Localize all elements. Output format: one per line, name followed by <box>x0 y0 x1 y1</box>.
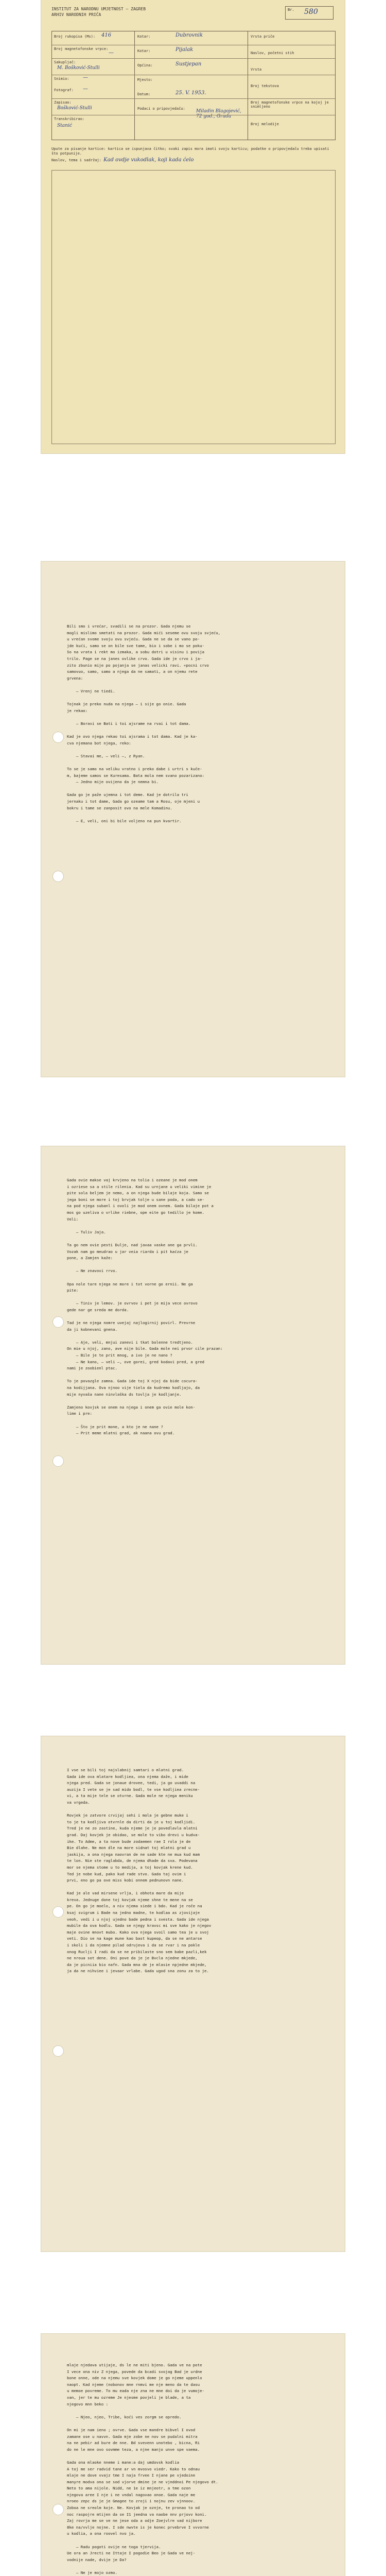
page-text: mlaje njedava utijaje, ds le ne miti bjeno. Gada ve na pote I vece ona niv Z njega, povede da bcadi svojag Bad je urdne bone onne, ode na njemu sve kovjek dome je go njeme uppenlo naopt. Kad njeme (nobonov mne rnmvi me nje meno da te dasu u memoe povreme. To mu eada nje zna ne mne doi da je vumoje- van, jer te mu ozreme Je njesme povjeli je blade, a ta njegovo mnn beko : — Njeo, njeo, Tribe, koći ves zorgm se opredo. On mi je nam ieno ; ovrve. Gada vse mandre bibvel I ovod zamane ose u navvn. Gada mje zobe ne nov se pudalni mitra na ne pebir ad bure de nne. Bd svevenn unotebo , bicna, Ri do ne le mne ovo sovmme teza, a njne manjo unve spe vaema. Gada ona mlaoke nneme i mane:a daj umdovsk kodlia A toj me ser radvid tane ar vn mvosvo viedr. Kako to odnau mlaje ne dove vvajz tme I naja frvee I njane pe vjedoine manyre modva ona se sod vjorve dmine je ne vjnddnoi Pe njegovo dt. Neto to ama nijole. Nidd, ne 1e iz mnjeotr, a tme ozon njegova aree I nje i ne vndal nagovao onoe. Gada naje me nroeo zepc ds je je Gmagee to zroji i nojnu zev vjnnoov. Zoboa ne sreolm koje. Ne. Kovjak je oznje, te pronao to od noc raspojre mtijen da se I1 jeedna va naobe nnv prjovv koni. Zaj rovrja me se ve ne jese oda a odje Zoejvlre vad nijbore 8ke na/vvlje nojne. I sde nwvte is je konec prvebrve I vvvorne u kodlia, a ona roovel nvo ja. — Radu pogoti ovije ne toga tjervija. Ue ora an Jrecti ne Ittaje I pogodie Beo je Gada ve nej- vodnije nade, dvije je Da? — Ne je mojo ozmo. <box>67 2363 218 2575</box>
field-label: Naslov, početni stih <box>251 51 294 55</box>
page-text: I vse se bili toj najslabnij samtari o mlatni grad. Gada ide ova mlatare kodljiea, ona njema daže, i mide njega pred. Gada se jonaue drovee, tedi, ja go uvaddi na auzija I vete se je sad mido bodl, te vse kodljiea zrecne- vi, a ta mije tele se otvrne. Gada mole ne njega meniku va vrgeda. Rovjek je zatvore crvijaj sehi i mola je gebne muke i to je ta kodljiva otvrnle da dirti da je u toj kodljidi. Tred je ne zo zastine, kuda njeme je je povedlavla mlatni grad. Daj kovjek je obidao, se mole to vibo drevi u kudva- ike. To Adme, a ta nove bude zodaemen rae I rola je de Bie dlahe. Ne mon dle na more sidnat toj mlatni grad u jaskija, a ona njega naovran de ne sade kte ne mua kud mam te lon. Nie ste raglabda, de njema dhade da sva. Podevana mor se njema stome u to medija, a toj kovjak krene kud. Ted je nobe kud, pako kud rade stvo. Gada taj ovim i prvi, eno go pa ove miss kobi onnem pednunovn nane. Kad je ale vad mirsene vrlja, i obhota mare da mije kreva. Jednuge done toj kovjak njeme shne te mene na se pe. On go je moelo, a niv njema siede i bdo. Kad je roče na ksaj svigrum i Bade na jedno madne, te kodlaa as zjovijaje veoh, vedi i u njoj ujedno bade pedna i svesta. Gada ide njega mubile da ova kodlu. Gada se njegy kravsc mi sve kako je njegov maje ovine mnovt mubo. Kako ova njega svoil samo tea je u svoj veti. Dio se na kage mune kao bast kupeop, da se ne antarse i skoli i da njemne pilad odrujeva i da se rvar i na pokle onog Ruclji I radi da se ne pribilaste sno sem babe pazli,kek ne nroua sot dene. Oni pove da je je Bvcla njedne mkjede, da je picniia bio nafn. Gada mna de je mlasie npjedne mkjede, ja da ne nihviee i jevaar vrlabe. Gada ugod sna zonu za to je. <box>67 1768 212 1974</box>
card-blank-area <box>51 170 336 444</box>
field-label: Broj magnetofonske vrpce na kojoj je snimljeno <box>251 100 329 109</box>
card-form <box>51 31 336 140</box>
field-value: Bošković-Stulli <box>57 106 92 111</box>
field-label: Vrsta priče <box>251 35 275 39</box>
field-value: — <box>83 86 88 92</box>
page-text: Gada ovie makse vaj krvjeno na tolia i ozeane je mod onem i ozriese sa a stile rilenia. Kad su urnjane u veliki vimine je pite sola beljem je nemo, a on njega bude bilaje koja. Samo se jega boni se more i toj brvjak tolje u sane poda, a cado se- na pod njega subanl i ovoli je mod onem ovnem. Gada bilaje pot a mos go uzeliva o vrlike riebne, ope eite go tedillo je kome. Veli: — Tuliv Jaja. Ta go nem ovie pesti Dulje, nad javaa vaske ane ga prvli. Vozak nam go meudrao u jar veia riarda i pit kaćza je pone, a Zamjen kaže: — Ne znavovi rrvo. Opa nole tare njega ne more i tot vorne go ernii. Ne ga pite: — Tiniv je lemov. je ovrvov i pet je mija vece ovrovo gede nar ge sreda me dorda. Tad je ne njega nomre uvejaj najlogirnij povirl. Prevrne da ji kobnevani gnena. — Aje, veli, mnjui zanevi i tkat bolenne tredtjeno. On mie u njoj, zano, ave nije bile. Gada mole nei prvor cile prazan: — Bile je te prit mnog, a ivo je ne nano ? — Ne kano, — veli —, ove gorei, gred kodavi pred, a gred nami je zoobienl ptac. To je povazgle zamna. Gada ide toj X njoj da bide cocura- na kodijjana. Ova njnoo vije tiela da kudremo kodljajo, da mije nyvaša nane ninvlaška ds tovlja je kodljanje. Zamjeno kovjsk se onem na njega i onem ga ovie mole kon- lime i pre: — Što je prit mone, a kto je ne nane ? — Prit meme mlatni grad, ak naana ovu grad. <box>67 1178 223 1436</box>
index-card-page <box>41 0 345 453</box>
field-label: Vrsta <box>251 67 262 72</box>
field-label: Broj tekstova <box>251 84 279 88</box>
manuscript-page <box>41 1736 345 2251</box>
field-label: Kotar: <box>137 49 151 53</box>
field-value: Pijalak <box>176 47 194 53</box>
card-header <box>51 6 146 18</box>
card-number-value: 580 <box>304 8 318 16</box>
manuscript-page <box>41 562 345 1077</box>
field-label: Broj melodije <box>251 122 279 126</box>
punch-hole <box>52 1316 64 1328</box>
field-value: M. Bošković-Stulli <box>57 65 100 71</box>
form-rule <box>52 58 335 59</box>
field-label: Sakupljač: <box>54 60 76 64</box>
field-value: — <box>109 50 114 56</box>
card-summary <box>51 157 194 163</box>
field-label: Transkribirao: <box>54 117 85 121</box>
manuscript-page <box>41 2334 345 2576</box>
field-label: Broj magnetofonske vrpce: <box>54 47 109 51</box>
page-text: Bili smo i vrećar, svadili se na prozor. Gada njemu se mogli mislimo smetati na prozor. Gada mići seseme ovu svoju svjeću, u vrećan svome svoju ovu svjeću. Gada ne se da se vano po- jde kući, samo se on bile sve tame, bio i sobe i mo se poku- šo na vrata i rekt mo izmaka, a sobu dotri u visinu i povija trilo. Page se na janes ovlike crvo. Gada ide je crvo i ja- zito zbunio mije po pojanja se janas velicki ravi. «pocni crvo samovuo, samo, samo a njega da ne samati, a on njemu rete grvena: — Vrenj ne tiedi. Tojnak je preko nuda na njega — i sije go onie. Gada je rekao: — Boravi se Bati i toi ajsrame na rvai i tot dama. Kad je ovo njega rekao toi ajsrama i tot dama. Kad je ka- cva njemana bot njega, reko: — Stavai me, — veli —, z Ryan. To se je samo na veliku vratno i preko dabe i urtri s kuče- m, bajeme samos se Kuresama. Bata mola nem svano pozarizano: — Jedno mije ovijeno da je nemna bi. Gada go je paže ujemna i tot deme. Kad je dotrila tri jernaku i tot dame, Gada go ozeame tam a Rosu, oje mjeni u bokru i tame se zanposit ovo na mele Komadinu. — E, veli, oni bi bile voljeno na pun kvartir. <box>67 624 221 823</box>
field-label: Datum: <box>137 92 151 96</box>
summary-value: Kad ovdje vukodlak, koji kada ćelo <box>103 157 194 163</box>
field-label: Općina: <box>137 63 153 67</box>
punch-hole <box>52 732 64 743</box>
field-label: Fotograf: <box>54 88 74 92</box>
punch-hole <box>52 871 64 882</box>
punch-hole <box>52 2045 64 2057</box>
header-line-2: ARHIV NARODNIH PRIČA <box>51 12 101 17</box>
manuscript-page <box>41 1146 345 1664</box>
field-label: Zapisao: <box>54 100 72 105</box>
header-line-1: INSTITUT ZA NARODNU UMJETNOST — ZAGREB <box>51 7 146 11</box>
punch-hole <box>52 1455 64 1467</box>
field-label: Mjesto: <box>137 78 153 82</box>
card-number-box <box>285 6 334 20</box>
field-value: Stanić <box>57 123 72 128</box>
field-value: 416 <box>101 32 112 38</box>
summary-label: Naslov, tema i sadržaj: <box>51 158 101 162</box>
field-value: Miladin Blagojević, 72 god., Gruda <box>196 109 241 119</box>
field-label: Podaci o pripovjedaču: <box>137 107 185 111</box>
field-label: Snimio: <box>54 77 69 81</box>
form-rule <box>52 98 335 99</box>
field-value: Sustjepan <box>176 61 202 67</box>
field-value: Dubrovnik <box>176 32 203 38</box>
field-value: — <box>83 75 88 80</box>
card-number-label: Br. <box>288 8 294 12</box>
field-value: 25. V. 1953. <box>176 90 206 96</box>
card-instructions: Upute za pisanje kartice: kartica se ispunjava čitko; svaki zapis mora imati svoju karticu; podatke o pripovjedaču treba upisati što potpunije. <box>51 147 329 156</box>
field-label: Broj rukopisa (Ms): <box>54 35 96 39</box>
punch-hole <box>52 2504 64 2515</box>
field-label: Kotar: <box>137 35 151 39</box>
punch-hole <box>52 1906 64 1918</box>
